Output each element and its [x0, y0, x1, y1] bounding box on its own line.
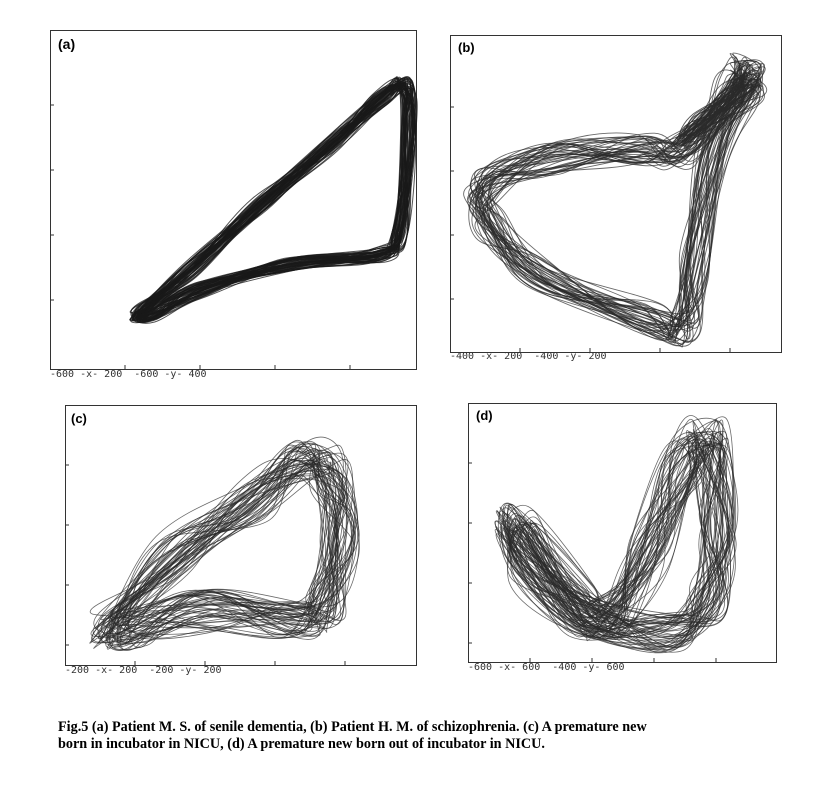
panel-d: [468, 403, 788, 678]
tick-marks-a: [50, 105, 350, 369]
attractor-trajectory-d: [495, 415, 738, 652]
phase-plot-b: [450, 35, 790, 365]
panel-c: [65, 405, 425, 680]
phase-plot-d: [468, 403, 788, 678]
panel-label-a: (a): [58, 36, 76, 52]
plot-frame-a: [51, 31, 417, 370]
phase-plot-a: [50, 30, 420, 375]
panel-a: [50, 30, 420, 380]
panel-label-c: (c): [71, 411, 87, 426]
axis-caption-d: -600 -x- 600 -400 -y- 600: [468, 662, 625, 673]
axis-caption-c: -200 -x- 200 -200 -y- 200: [65, 665, 222, 676]
caption-line-2: born in incubator in NICU, (d) A premature new born out of incubator in NICU.: [58, 736, 545, 752]
caption-line-1: Fig.5 (a) Patient M. S. of senile dementia, (b) Patient H. M. of schizophrenia. (c) A premature new: [58, 719, 647, 735]
trajectory-d-loop: [528, 441, 719, 636]
attractor-trajectory-a: [130, 77, 418, 324]
axis-caption-b: -400 -x- 200 -400 -y- 200: [450, 351, 607, 362]
trajectory-d-loop: [523, 437, 711, 631]
phase-plot-c: [65, 405, 425, 680]
attractor-trajectory-c: [90, 437, 360, 650]
panel-label-b: (b): [458, 40, 475, 55]
panel-label-d: (d): [476, 408, 493, 423]
attractor-trajectory-b: [464, 53, 767, 347]
axis-caption-a: -600 -x- 200 -600 -y- 400: [50, 369, 207, 380]
figure-caption: [58, 719, 788, 753]
panel-b: [450, 35, 790, 365]
trajectory-b-loop: [469, 63, 746, 335]
